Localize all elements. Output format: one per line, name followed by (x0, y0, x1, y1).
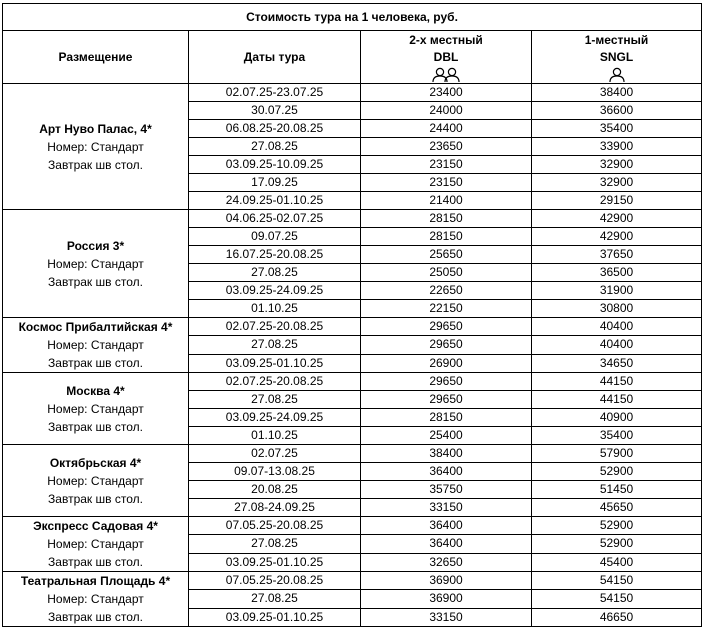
dbl-price-cell: 36400 (361, 463, 532, 481)
sngl-price-cell: 54150 (532, 572, 702, 590)
header-dbl-line1: 2-х местный (409, 32, 483, 47)
tour-dates-cell: 07.05.25-20.08.25 (189, 517, 361, 535)
sngl-price-cell: 33900 (532, 138, 702, 156)
tour-dates-cell: 03.09.25-24.09.25 (189, 282, 361, 300)
sngl-price-cell: 52900 (532, 517, 702, 535)
header-dbl-line2: DBL (433, 49, 459, 64)
hotel-room-type: Номер: Стандарт (47, 537, 144, 551)
sngl-price-cell: 37650 (532, 246, 702, 264)
hotel-room-type: Номер: Стандарт (47, 473, 144, 488)
price-table (2, 3, 702, 627)
tour-dates-cell: 30.07.25 (189, 102, 361, 120)
person-icon (532, 67, 701, 83)
tour-dates-cell: 09.07.25 (189, 228, 361, 246)
tour-dates-cell: 04.06.25-02.07.25 (189, 210, 361, 228)
tour-dates-cell: 03.09.25-01.10.25 (189, 608, 361, 626)
sngl-price-cell: 36500 (532, 264, 702, 282)
dbl-price-cell: 22650 (361, 282, 532, 300)
hotel-name: Экспресс Садовая 4* (33, 519, 158, 533)
tour-dates-cell: 09.07-13.08.25 (189, 463, 361, 481)
tour-dates-cell: 07.05.25-20.08.25 (189, 572, 361, 590)
tour-dates-cell: 27.08.25 (189, 336, 361, 354)
tour-dates-cell: 03.09.25-10.09.25 (189, 156, 361, 174)
tour-dates-cell: 02.07.25-20.08.25 (189, 318, 361, 336)
sngl-price-cell: 51450 (532, 481, 702, 499)
dbl-price-cell: 33150 (361, 499, 532, 517)
dbl-price-cell: 24000 (361, 102, 532, 120)
table-row (3, 572, 702, 590)
sngl-price-cell: 30800 (532, 300, 702, 318)
tour-dates-cell: 16.07.25-20.08.25 (189, 246, 361, 264)
dbl-price-cell: 36900 (361, 590, 532, 608)
sngl-price-cell: 54150 (532, 590, 702, 608)
hotel-name: Арт Нуво Палас, 4* (39, 121, 152, 136)
dbl-price-cell: 29650 (361, 373, 532, 391)
sngl-price-cell: 34650 (532, 354, 702, 372)
dbl-price-cell: 38400 (361, 445, 532, 463)
sngl-price-cell: 42900 (532, 228, 702, 246)
dbl-price-cell: 23650 (361, 138, 532, 156)
dbl-price-cell: 36900 (361, 572, 532, 590)
dbl-price-cell: 24400 (361, 120, 532, 138)
hotel-room-type: Номер: Стандарт (47, 401, 144, 416)
hotel-room-type: Номер: Стандарт (47, 592, 144, 606)
tour-dates-cell: 20.08.25 (189, 481, 361, 499)
sngl-price-cell: 35400 (532, 427, 702, 445)
tour-dates-cell: 03.09.25-01.10.25 (189, 553, 361, 571)
sngl-price-cell: 46650 (532, 608, 702, 626)
dbl-price-cell: 22150 (361, 300, 532, 318)
sngl-price-cell: 45400 (532, 553, 702, 571)
table-row (3, 318, 702, 336)
hotel-board: Завтрак шв стол. (48, 356, 143, 370)
hotel-name: Космос Прибалтийская 4* (18, 320, 173, 334)
dbl-price-cell: 25650 (361, 246, 532, 264)
hotel-board: Завтрак шв стол. (48, 491, 143, 506)
tour-dates-cell: 27.08-24.09.25 (189, 499, 361, 517)
tour-dates-cell: 06.08.25-20.08.25 (189, 120, 361, 138)
hotel-name: Театральная Площадь 4* (20, 574, 171, 588)
dbl-price-cell: 36400 (361, 517, 532, 535)
dbl-price-cell: 25400 (361, 427, 532, 445)
hotel-name: Россия 3* (66, 238, 125, 253)
two-persons-icon (361, 67, 531, 83)
hotel-room-type: Номер: Стандарт (47, 256, 144, 271)
sngl-price-cell: 40400 (532, 336, 702, 354)
tour-dates-cell: 02.07.25 (189, 445, 361, 463)
dbl-price-cell: 26900 (361, 354, 532, 372)
hotel-name: Москва 4* (66, 383, 125, 398)
tour-dates-cell: 03.09.25-24.09.25 (189, 409, 361, 427)
header-sngl-line1: 1-местный (584, 32, 649, 47)
tour-dates-cell: 17.09.25 (189, 174, 361, 192)
dbl-price-cell: 32650 (361, 553, 532, 571)
hotel-cell (3, 84, 189, 210)
table-title: Стоимость тура на 1 человека, руб. (3, 4, 702, 31)
tour-dates-cell: 01.10.25 (189, 427, 361, 445)
dbl-price-cell: 35750 (361, 481, 532, 499)
tour-dates-cell: 01.10.25 (189, 300, 361, 318)
hotel-board: Завтрак шв стол. (48, 419, 143, 434)
dbl-price-cell: 25050 (361, 264, 532, 282)
tour-dates-cell: 27.08.25 (189, 138, 361, 156)
sngl-price-cell: 44150 (532, 391, 702, 409)
hotel-cell (3, 517, 189, 572)
sngl-price-cell: 40900 (532, 409, 702, 427)
tour-dates-cell: 27.08.25 (189, 590, 361, 608)
tour-dates-cell: 03.09.25-01.10.25 (189, 354, 361, 372)
hotel-cell (3, 318, 189, 373)
header-sngl-line2: SNGL (599, 49, 634, 64)
hotel-cell (3, 373, 189, 445)
sngl-price-cell: 35400 (532, 120, 702, 138)
table-row (3, 373, 702, 391)
tour-dates-cell: 24.09.25-01.10.25 (189, 192, 361, 210)
table-row (3, 210, 702, 228)
sngl-price-cell: 32900 (532, 156, 702, 174)
dbl-price-cell: 23150 (361, 174, 532, 192)
sngl-price-cell: 38400 (532, 84, 702, 102)
hotel-cell (3, 210, 189, 318)
dbl-price-cell: 23400 (361, 84, 532, 102)
tour-dates-cell: 02.07.25-20.08.25 (189, 373, 361, 391)
dbl-price-cell: 29650 (361, 336, 532, 354)
hotel-room-type: Номер: Стандарт (47, 139, 144, 154)
sngl-price-cell: 57900 (532, 445, 702, 463)
header-dates: Даты тура (189, 31, 361, 84)
sngl-price-cell: 29150 (532, 192, 702, 210)
sngl-price-cell: 31900 (532, 282, 702, 300)
dbl-price-cell: 28150 (361, 409, 532, 427)
dbl-price-cell: 36400 (361, 535, 532, 553)
dbl-price-cell: 23150 (361, 156, 532, 174)
hotel-board: Завтрак шв стол. (48, 610, 143, 624)
sngl-price-cell: 52900 (532, 535, 702, 553)
hotel-name: Октябрьская 4* (49, 455, 142, 470)
header-dbl (361, 31, 532, 84)
dbl-price-cell: 29650 (361, 318, 532, 336)
dbl-price-cell: 29650 (361, 391, 532, 409)
tour-dates-cell: 02.07.25-23.07.25 (189, 84, 361, 102)
sngl-price-cell: 42900 (532, 210, 702, 228)
sngl-price-cell: 52900 (532, 463, 702, 481)
price-body (3, 84, 702, 627)
sngl-price-cell: 40400 (532, 318, 702, 336)
sngl-price-cell: 36600 (532, 102, 702, 120)
dbl-price-cell: 28150 (361, 228, 532, 246)
table-row (3, 517, 702, 535)
dbl-price-cell: 28150 (361, 210, 532, 228)
title-row (3, 4, 702, 31)
header-accommodation: Размещение (3, 31, 189, 84)
tour-dates-cell: 27.08.25 (189, 535, 361, 553)
header-row (3, 31, 702, 84)
table-row (3, 84, 702, 102)
hotel-cell (3, 572, 189, 627)
sngl-price-cell: 45650 (532, 499, 702, 517)
tour-dates-cell: 27.08.25 (189, 264, 361, 282)
hotel-cell (3, 445, 189, 517)
header-sngl (532, 31, 702, 84)
dbl-price-cell: 33150 (361, 608, 532, 626)
hotel-room-type: Номер: Стандарт (47, 338, 144, 352)
dbl-price-cell: 21400 (361, 192, 532, 210)
sngl-price-cell: 32900 (532, 174, 702, 192)
hotel-board: Завтрак шв стол. (48, 274, 143, 289)
hotel-board: Завтрак шв стол. (48, 157, 143, 172)
sngl-price-cell: 44150 (532, 373, 702, 391)
hotel-board: Завтрак шв стол. (48, 555, 143, 569)
tour-dates-cell: 27.08.25 (189, 391, 361, 409)
table-row (3, 445, 702, 463)
